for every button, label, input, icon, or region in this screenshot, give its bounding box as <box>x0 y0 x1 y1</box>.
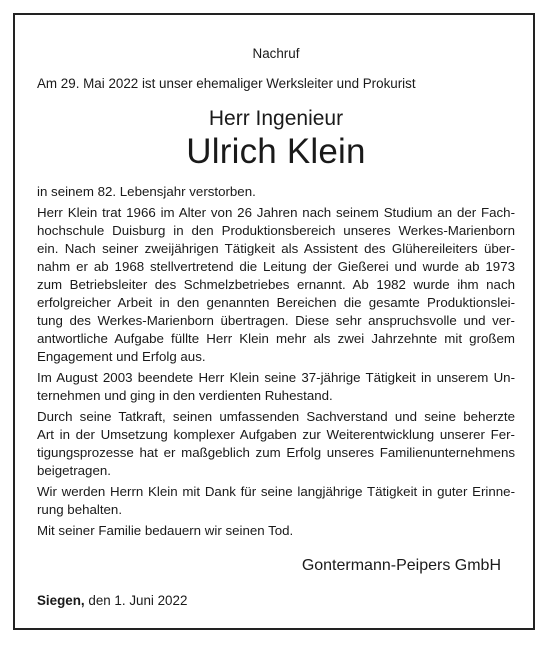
text-line: ein. Nach seiner zweijährigen Tätigkeit als Assistent des Glühereileiters über- <box>37 241 515 256</box>
text-line: Art in der Umsetzung komplexer Aufgaben zur Weiterentwicklung unserer Fer- <box>37 427 515 442</box>
intro-line: Am 29. Mai 2022 ist unser ehemaliger Werksleiter und Prokurist <box>37 76 416 91</box>
dateline-date: den 1. Juni 2022 <box>88 593 188 608</box>
text-line: nahm er ab 1968 stellvertretend die Leitung der Gießerei und wurde ab 1973 <box>37 259 515 274</box>
text-line: Durch seine Tatkraft, seinen umfassenden Sachverstand und seine beherzte <box>37 409 515 424</box>
deceased-name: Ulrich Klein <box>186 132 366 171</box>
text-line: hochschule Duisburg in den Produktionsbereich unseres Werkes-Marienborn <box>37 223 515 238</box>
paragraph-condolence <box>37 522 515 540</box>
paragraph-retirement <box>37 369 515 405</box>
text-line: antwortliche Aufgabe füllte Herr Klein mehr als zwei Jahrzehnte mit großem <box>37 331 515 346</box>
dateline-place: Siegen, <box>37 593 85 608</box>
dateline <box>37 592 515 610</box>
text-line: Wir werden Herrn Klein mit Dank für seine langjährige Tätigkeit in guter Erinne- <box>37 484 515 499</box>
paragraph-career <box>37 204 515 366</box>
deceased-title: Herr Ingenieur <box>208 107 344 130</box>
text-line: zum Betriebsleiter des Schmelzbetriebes ernannt. Ab 1982 wurde ihm nach <box>37 277 515 292</box>
text-line: Engagement und Erfolg aus. <box>37 349 206 364</box>
text-line: Mit seiner Familie bedauern wir seinen Tod. <box>37 523 294 538</box>
notice-body <box>37 183 515 540</box>
notice-heading: Nachruf <box>252 46 300 61</box>
notice-content <box>37 33 515 610</box>
text-line: erfolgreicher Arbeit in den genannten Bereichen die gesamte Produktionslei- <box>37 295 515 310</box>
paragraph-thanks <box>37 483 515 519</box>
text-line: ternehmen und ging in den verdienten Ruhestand. <box>37 388 333 403</box>
company-signature: Gontermann-Peipers GmbH <box>301 557 501 574</box>
text-line: Herr Klein trat 1966 im Alter von 26 Jahren nach seinem Studium an der Fach- <box>37 205 515 220</box>
text-line: tung des Werkes-Marienborn übertragen. Diese sehr anspruchsvolle und ver- <box>37 313 515 328</box>
notice-frame <box>13 13 535 630</box>
paragraph-merits <box>37 408 515 480</box>
text-line: beigetragen. <box>37 463 111 478</box>
text-line: tigungsprozesse hat er maßgeblich zum Erfolg unseres Familienunternehmens <box>37 445 515 460</box>
age-line: in seinem 82. Lebensjahr verstorben. <box>37 184 256 199</box>
text-line: Im August 2003 beendete Herr Klein seine 37-jährige Tätigkeit in unserem Un- <box>37 370 515 385</box>
text-line: rung behalten. <box>37 502 123 517</box>
